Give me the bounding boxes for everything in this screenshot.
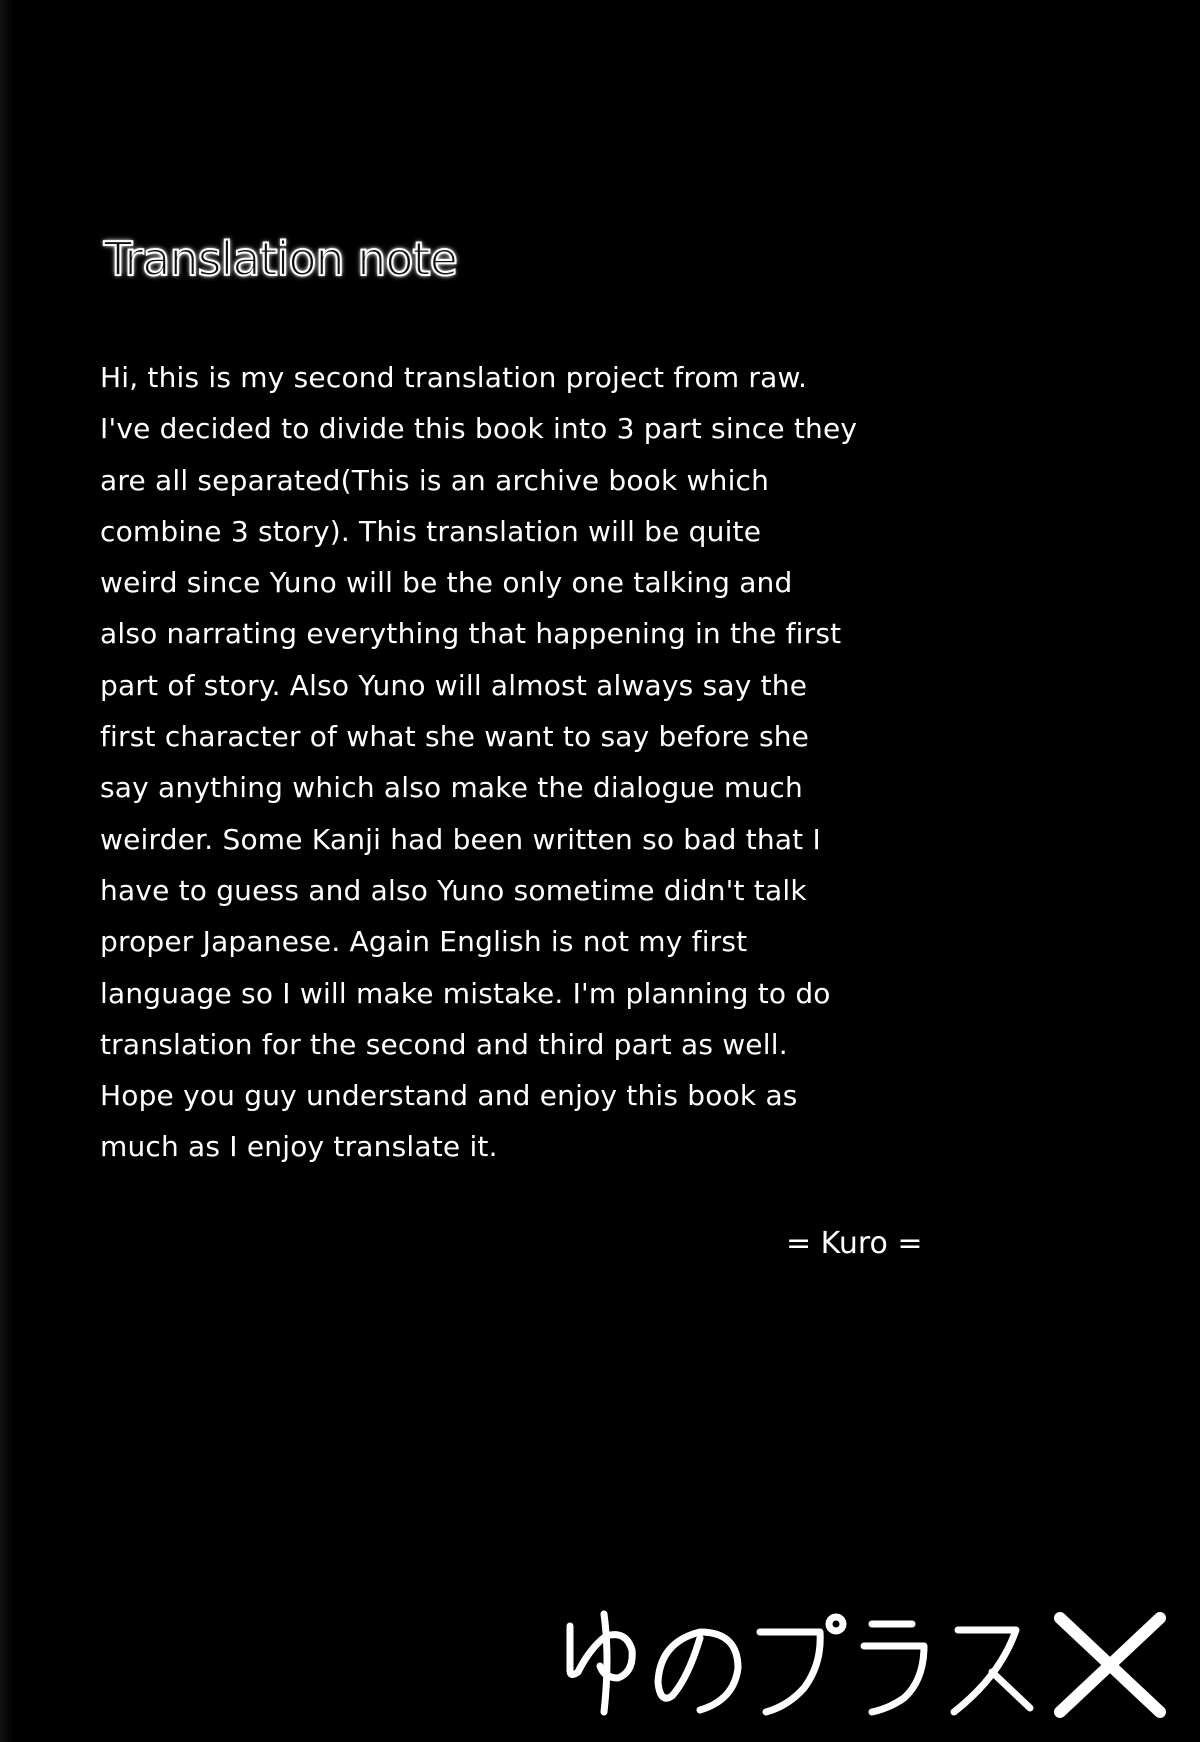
translator-signature: = Kuro = <box>786 1226 923 1261</box>
note-body-line: weirder. Some Kanji had been written so bad that I <box>100 822 821 856</box>
yuno-plus-x-logo-glyphs <box>560 1608 1190 1718</box>
note-body-line: much as I enjoy translate it. <box>100 1130 498 1164</box>
note-title: Translation note <box>104 232 457 286</box>
logo-text <box>560 1718 561 1719</box>
note-body-line: say anything which also make the dialogue much <box>100 771 803 805</box>
note-body-line: combine 3 story). This translation will be quite <box>100 514 762 548</box>
note-body-line: I've decided to divide this book into 3 part since they <box>100 412 858 446</box>
note-body-line: are all separated(This is an archive book which <box>100 463 770 497</box>
book-title-logo <box>560 1608 1190 1718</box>
note-body-line: first character of what she want to say before she <box>100 720 810 754</box>
note-body-line: also narrating everything that happening in the first <box>100 617 842 651</box>
note-body-line: part of story. Also Yuno will almost always say the <box>100 668 808 702</box>
note-body-line: Hope you guy understand and enjoy this book as <box>100 1079 798 1113</box>
note-body-line: weird since Yuno will be the only one talking and <box>100 566 793 600</box>
note-body-line: language so I will make mistake. I'm planning to do <box>100 976 831 1010</box>
note-body-line: Hi, this is my second translation project from raw. <box>100 361 808 394</box>
scan-edge-shadow <box>0 0 14 1742</box>
note-body-line: have to guess and also Yuno sometime didn't talk <box>100 873 807 907</box>
note-body-line: translation for the second and third part as well. <box>100 1027 788 1061</box>
note-body <box>100 352 1040 1173</box>
note-body-line: proper Japanese. Again English is not my first <box>100 925 748 959</box>
